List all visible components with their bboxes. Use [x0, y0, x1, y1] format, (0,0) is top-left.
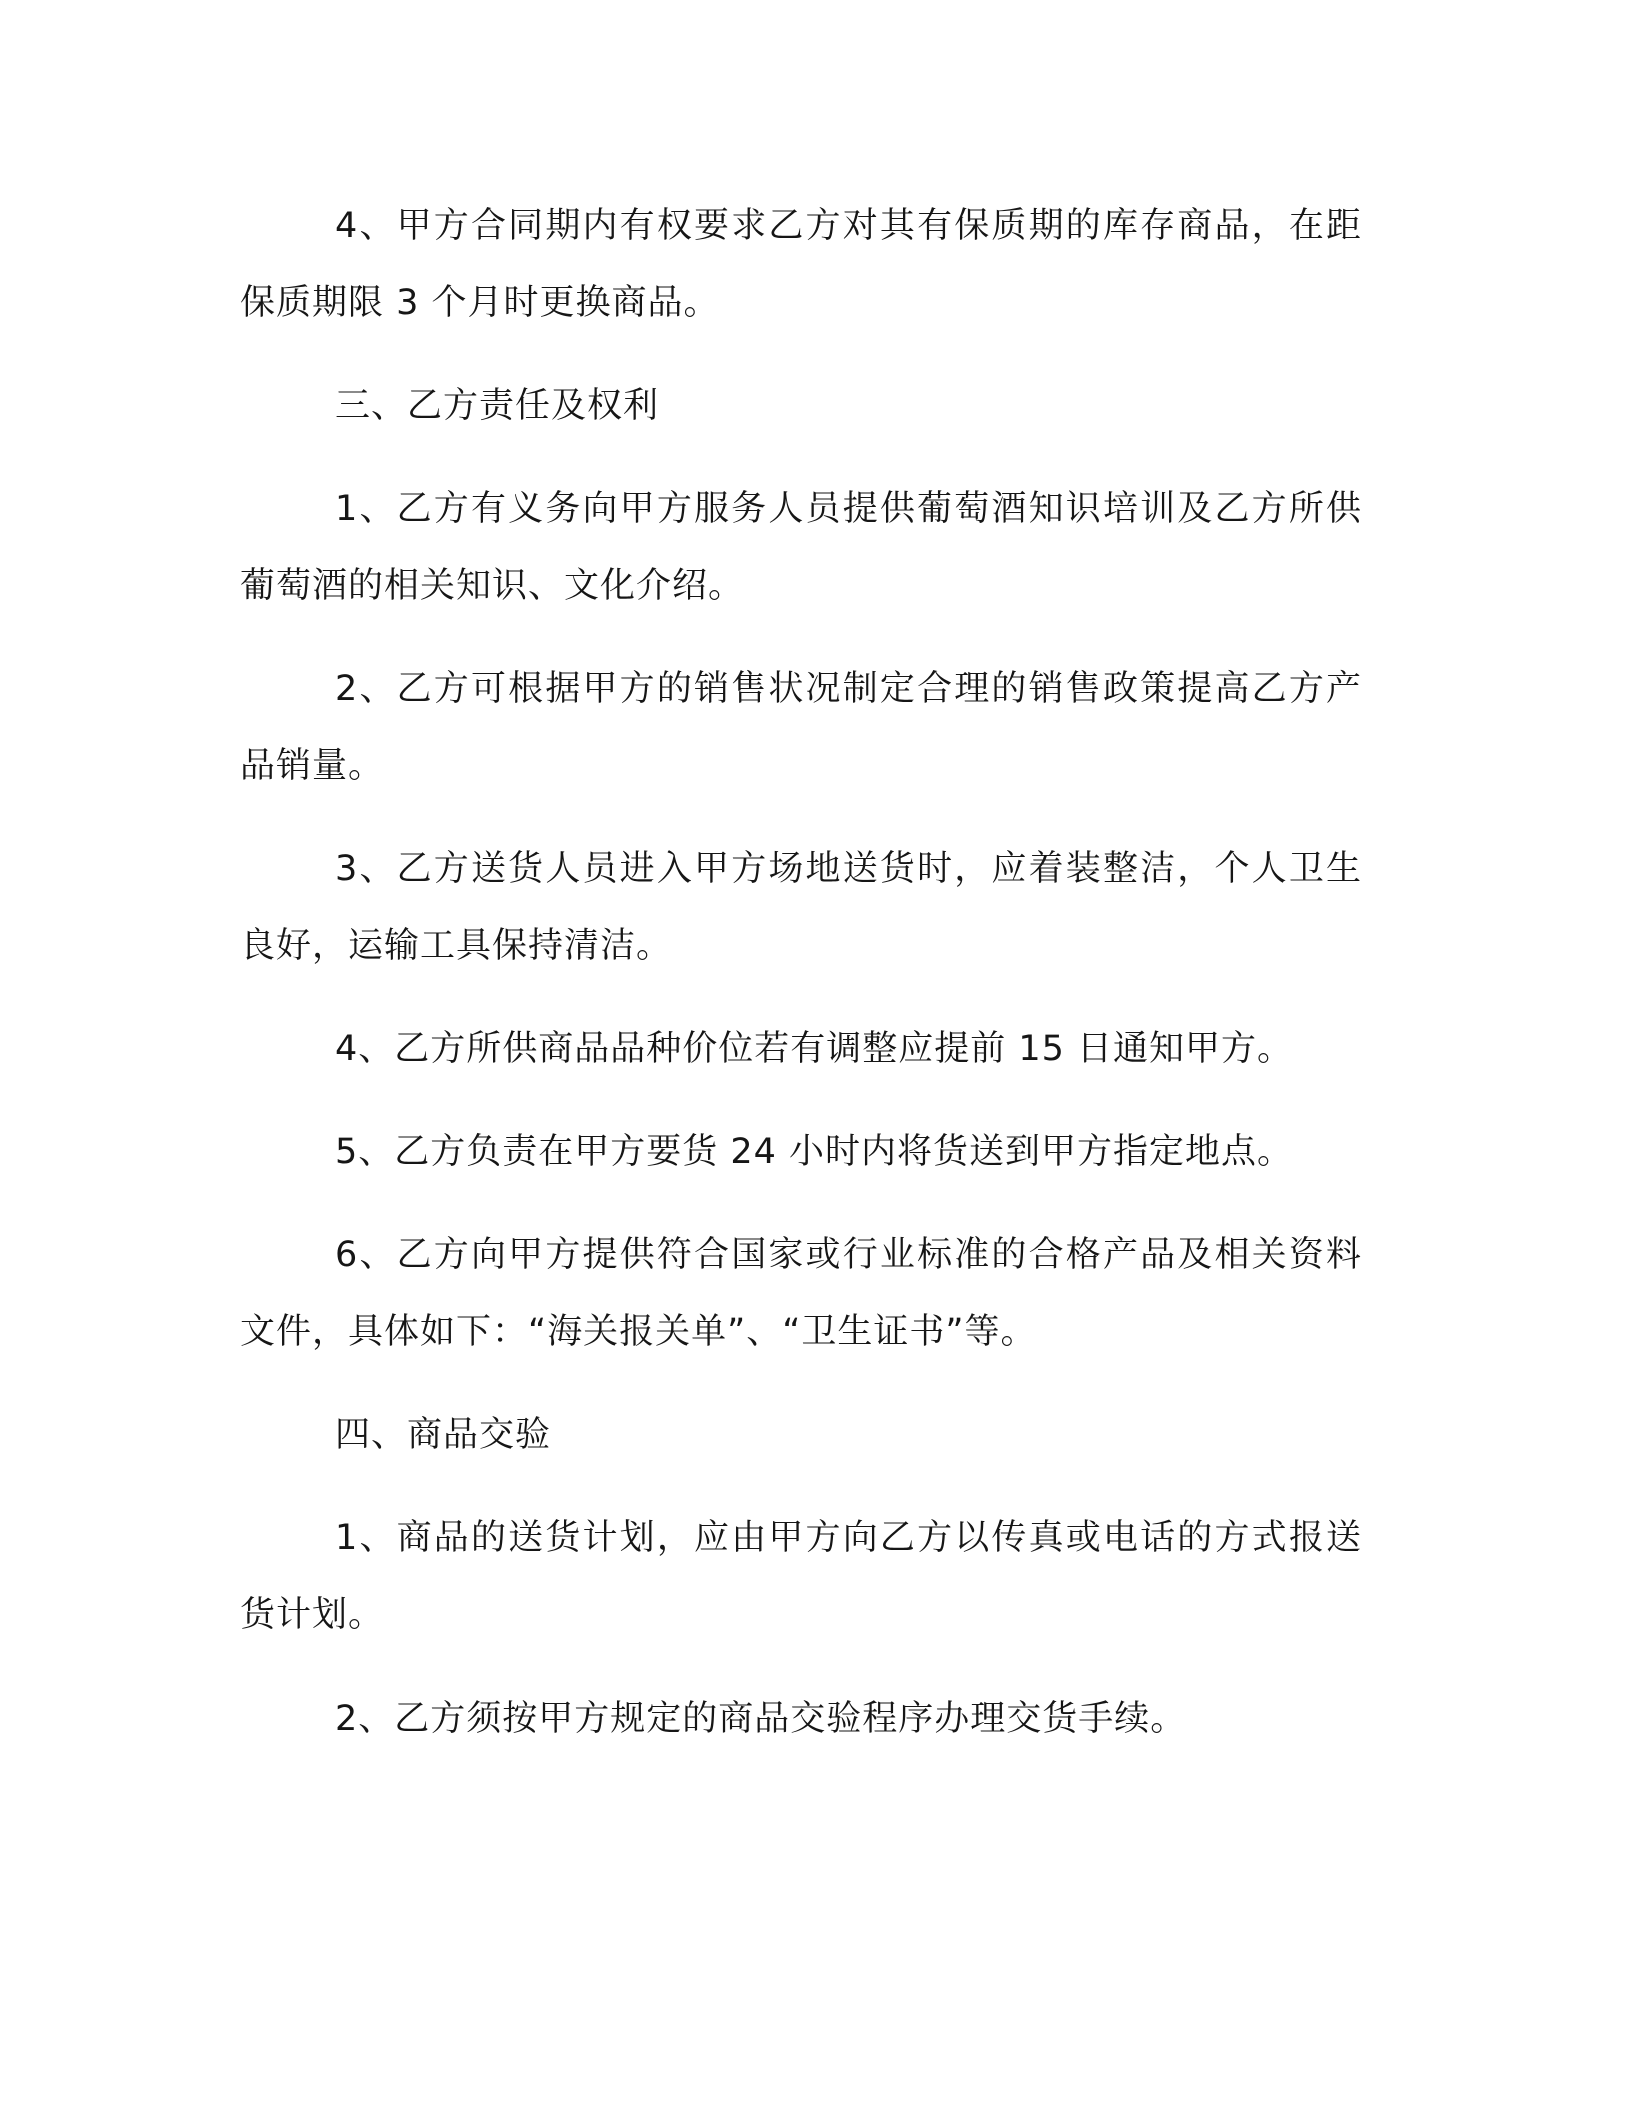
paragraph-spacer [240, 1474, 1362, 1500]
paragraph-spacer [240, 342, 1362, 368]
paragraph-a-4-shelf-life: 4、甲方合同期内有权要求乙方对其有保质期的库存商品，在距保质期限 3 个月时更换商品。 [240, 206, 1362, 323]
paragraph-b-5-delivery-time: 5、乙方负责在甲方要货 24 小时内将货送到甲方指定地点。 [335, 1132, 1294, 1172]
paragraph-b-6-documents: 6、乙方向甲方提供符合国家或行业标准的合格产品及相关资料文件，具体如下：“海关报关单”、“卫生证书”等。 [240, 1235, 1362, 1352]
section-heading-3-party-b: 三、乙方责任及权利 [335, 386, 660, 426]
paragraph-c-2-handover-procedure: 2、乙方须按甲方规定的商品交验程序办理交货手续。 [335, 1699, 1187, 1739]
paragraph-b-4-price-adjustment: 4、乙方所供商品品种价位若有调整应提前 15 日通知甲方。 [335, 1029, 1294, 1069]
paragraph-b-3-delivery-staff: 3、乙方送货人员进入甲方场地送货时，应着装整洁，个人卫生良好，运输工具保持清洁。 [240, 849, 1362, 966]
document-body [240, 188, 1362, 1758]
paragraph-spacer [240, 1191, 1362, 1217]
paragraph-spacer [240, 1654, 1362, 1681]
paragraph-spacer [240, 985, 1362, 1011]
paragraph-b-1-training: 1、乙方有义务向甲方服务人员提供葡萄酒知识培训及乙方所供葡萄酒的相关知识、文化介绍。 [240, 489, 1362, 606]
paragraph-b-2-sales-policy: 2、乙方可根据甲方的销售状况制定合理的销售政策提高乙方产品销量。 [240, 669, 1362, 786]
paragraph-spacer [240, 805, 1362, 831]
paragraph-spacer [240, 1088, 1362, 1114]
paragraph-spacer [240, 1371, 1362, 1397]
paragraph-spacer [240, 445, 1362, 471]
paragraph-c-1-delivery-plan: 1、商品的送货计划，应由甲方向乙方以传真或电话的方式报送货计划。 [240, 1518, 1362, 1635]
paragraph-spacer [240, 625, 1362, 651]
section-heading-4-inspection: 四、商品交验 [335, 1415, 552, 1455]
